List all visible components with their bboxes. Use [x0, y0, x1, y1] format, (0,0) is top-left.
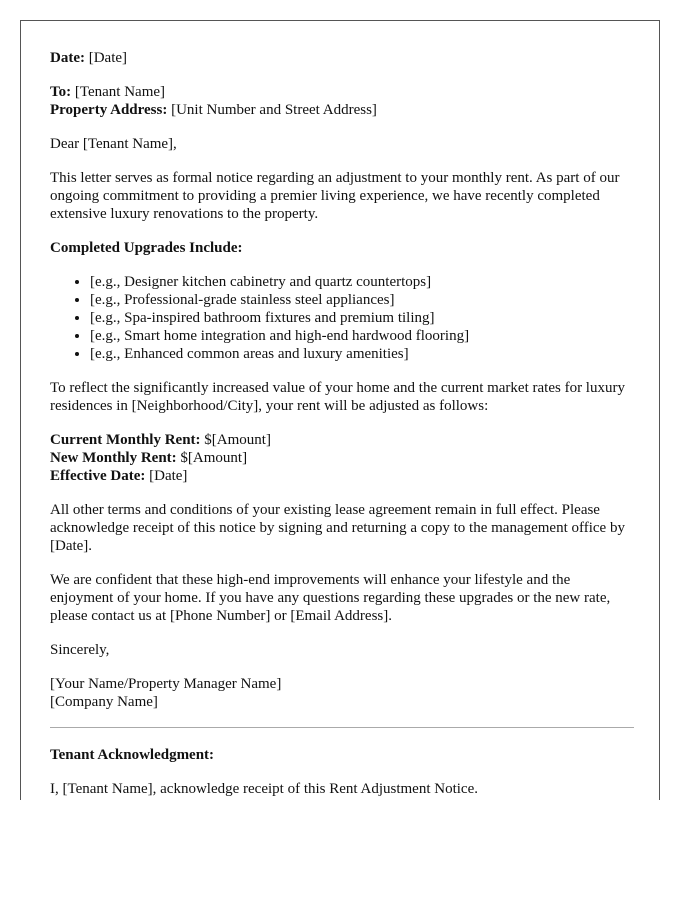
current-rent-line — [50, 431, 634, 449]
closing: Sincerely, — [50, 642, 110, 658]
signature-block — [50, 675, 634, 711]
section-divider — [50, 727, 634, 728]
letter-page — [20, 20, 660, 800]
recipient-block — [50, 83, 634, 119]
to-label: To: — [50, 84, 72, 100]
terms-paragraph: All other terms and conditions of your existing lease agreement remain in full effect. Please acknowledge receipt of this notice by signing and returning a copy to the management office by [Date]. — [50, 502, 625, 554]
current-rent-label: Current Monthly Rent: — [50, 432, 201, 448]
upgrades-list — [50, 273, 634, 363]
new-rent-value: $[Amount] — [180, 450, 248, 466]
rent-details — [50, 431, 634, 485]
effective-date-label: Effective Date: — [50, 468, 146, 484]
address-value: [Unit Number and Street Address] — [171, 102, 377, 118]
new-rent-line — [50, 449, 634, 467]
to-value: [Tenant Name] — [74, 84, 166, 100]
acknowledgment-heading: Tenant Acknowledgment: — [50, 747, 215, 763]
acknowledgment-text: I, [Tenant Name], acknowledge receipt of this Rent Adjustment Notice. — [50, 781, 478, 797]
confidence-paragraph: We are confident that these high-end improvements will enhance your lifestyle and the enjoyment of your home. If you have any questions regarding these upgrades or the new rate, please contact us at [Phone Number] or [Email Address]. — [50, 572, 611, 624]
company-name: [Company Name] — [50, 694, 158, 710]
salutation: Dear [Tenant Name], — [50, 136, 177, 152]
to-line — [50, 83, 634, 101]
list-item: • [e.g., Spa-inspired bathroom fixtures and premium tiling] — [90, 309, 634, 327]
date-value: [Date] — [88, 50, 128, 66]
upgrades-heading: Completed Upgrades Include: — [50, 240, 243, 256]
effective-date-line — [50, 467, 634, 485]
list-item: • [e.g., Professional-grade stainless steel appliances] — [90, 291, 634, 309]
reflect-paragraph: To reflect the significantly increased value of your home and the current market rates for luxury residences in [Neighborhood/City], your rent will be adjusted as follows: — [50, 380, 625, 414]
letter-body — [50, 49, 634, 800]
date-label: Date: — [50, 50, 85, 66]
new-rent-label: New Monthly Rent: — [50, 450, 177, 466]
list-item: • [e.g., Designer kitchen cabinetry and quartz countertops] — [90, 273, 634, 291]
current-rent-value: $[Amount] — [204, 432, 271, 448]
signer-name: [Your Name/Property Manager Name] — [50, 676, 282, 692]
list-item: • [e.g., Enhanced common areas and luxury amenities] — [90, 345, 634, 363]
intro-paragraph: This letter serves as formal notice regarding an adjustment to your monthly rent. As part of our ongoing commitment to providing a premier living experience, we have recently completed extensive luxury renovations to the property. — [50, 170, 620, 222]
effective-date-value: [Date] — [149, 468, 188, 484]
date-line — [50, 49, 634, 67]
address-label: Property Address: — [50, 102, 168, 118]
address-line — [50, 101, 634, 119]
list-item: • [e.g., Smart home integration and high-end hardwood flooring] — [90, 327, 634, 345]
